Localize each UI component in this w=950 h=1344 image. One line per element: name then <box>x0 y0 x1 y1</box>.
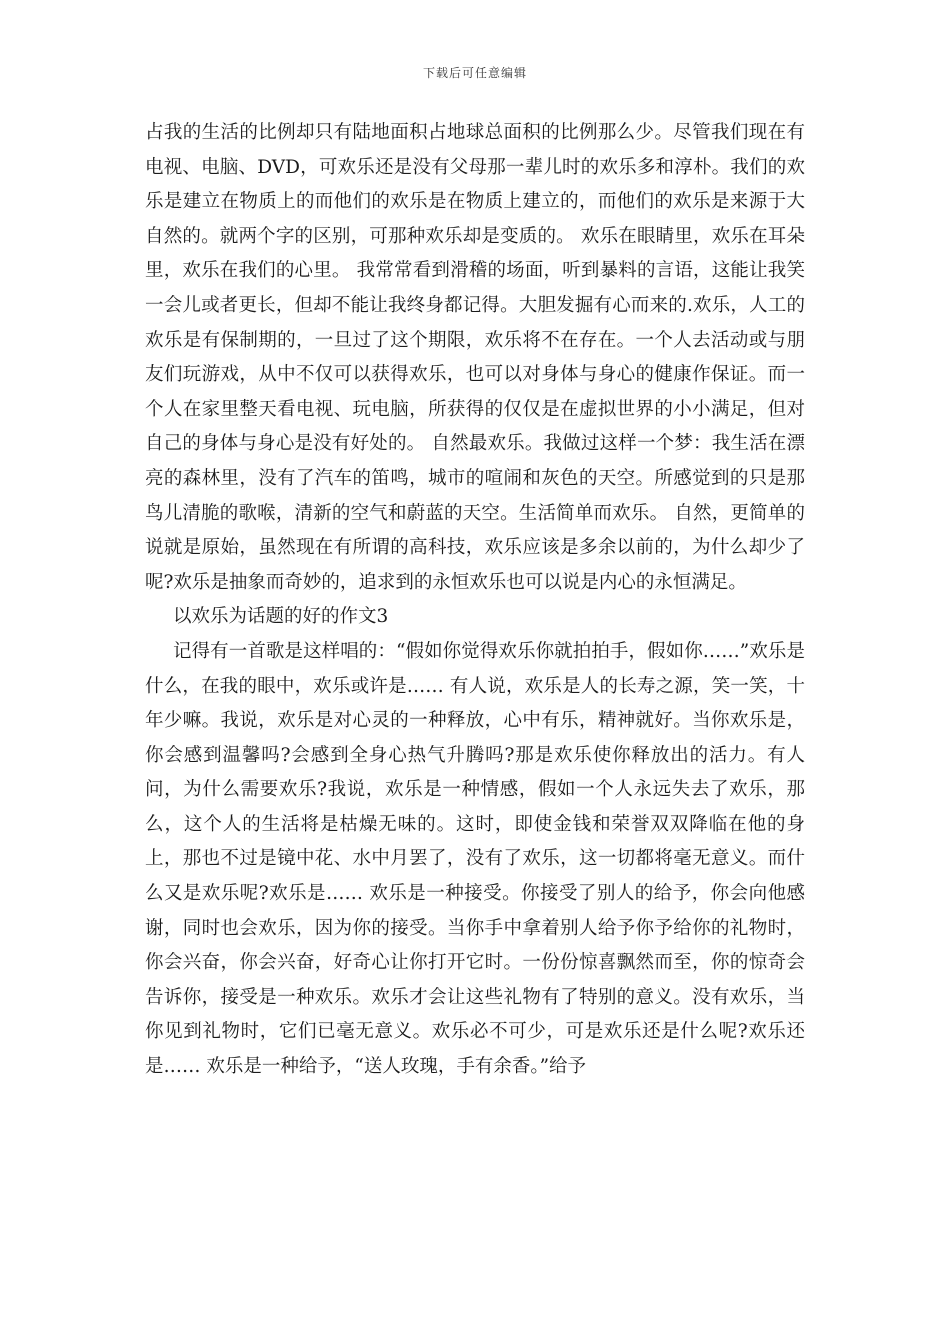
section-heading: 以欢乐为话题的好的作文3 <box>173 606 389 628</box>
paragraph-continued: 占我的生活的比例却只有陆地面积占地球总面积的比例那么少。尽管我们现在有电视、电脑、DVD，可欢乐还是没有父母那一辈儿时的欢乐多和淳朴。我们的欢乐是建立在物质上的而他们的欢乐是在物质上建立的，而他们的欢乐是来源于大自然的。就两个字的区别，可那种欢乐却是变质的。 欢乐在眼睛里，欢乐在耳朵里，欢乐在我们的心里。 我常常看到滑稽的场面，听到暴料的言语，这能让我笑一会儿或者更长，但却不能让我终身都记得。大胆发掘有心而来的.欢乐，人工的欢乐是有保制期的，一旦过了这个期限，欢乐将不在存在。一个人去活动或与朋友们玩游戏，从中不仅可以获得欢乐，也可以对身体与身心的健康作保证。而一个人在家里整天看电视、玩电脑，所获得的仅仅是在虚拟世界的小小满足，但对自己的身体与身心是没有好处的。 自然最欢乐。我做过这样一个梦：我生活在漂亮的森林里，没有了汽车的笛鸣，城市的喧闹和灰色的天空。所感觉到的只是那鸟儿清脆的歌喉，清新的空气和蔚蓝的天空。生活简单而欢乐。 自然，更简单的说就是原始，虽然现在有所谓的高科技，欢乐应该是多余以前的，为什么却少了呢?欢乐是抽象而奇妙的，追求到的永恒欢乐也可以说是内心的永恒满足。 <box>145 122 805 593</box>
document-body <box>145 116 805 1085</box>
page-header: 下载后可任意编辑 <box>422 66 527 80</box>
paragraph: 记得有一首歌是这样唱的：“假如你觉得欢乐你就拍拍手，假如你……”欢乐是什么，在我的眼中，欢乐或许是…… 有人说，欢乐是人的长寿之源，笑一笑，十年少嘛。我说，欢乐是对心灵的一种释放，心中有乐，精神就好。当你欢乐是，你会感到温馨吗?会感到全身心热气升腾吗?那是欢乐使你释放出的活力。有人问，为什么需要欢乐?我说，欢乐是一种情感，假如一个人永远失去了欢乐，那么，这个人的生活将是枯燥无味的。这时，即使金钱和荣誉双双降临在他的身上，那也不过是镜中花、水中月罢了，没有了欢乐，这一切都将毫无意义。而什么又是欢乐呢?欢乐是…… 欢乐是一种接受。你接受了别人的给予，你会向他感谢，同时也会欢乐，因为你的接受。当你手中拿着别人给予你予给你的礼物时，你会兴奋，你会兴奋，好奇心让你打开它时。一份份惊喜飘然而至，你的惊奇会告诉你，接受是一种欢乐。欢乐才会让这些礼物有了特别的意义。没有欢乐，当你见到礼物时，它们已毫无意义。欢乐必不可少，可是欢乐还是什么呢?欢乐还是…… 欢乐是一种给予，“送人玫瑰，手有余香。”给予 <box>145 640 805 1078</box>
